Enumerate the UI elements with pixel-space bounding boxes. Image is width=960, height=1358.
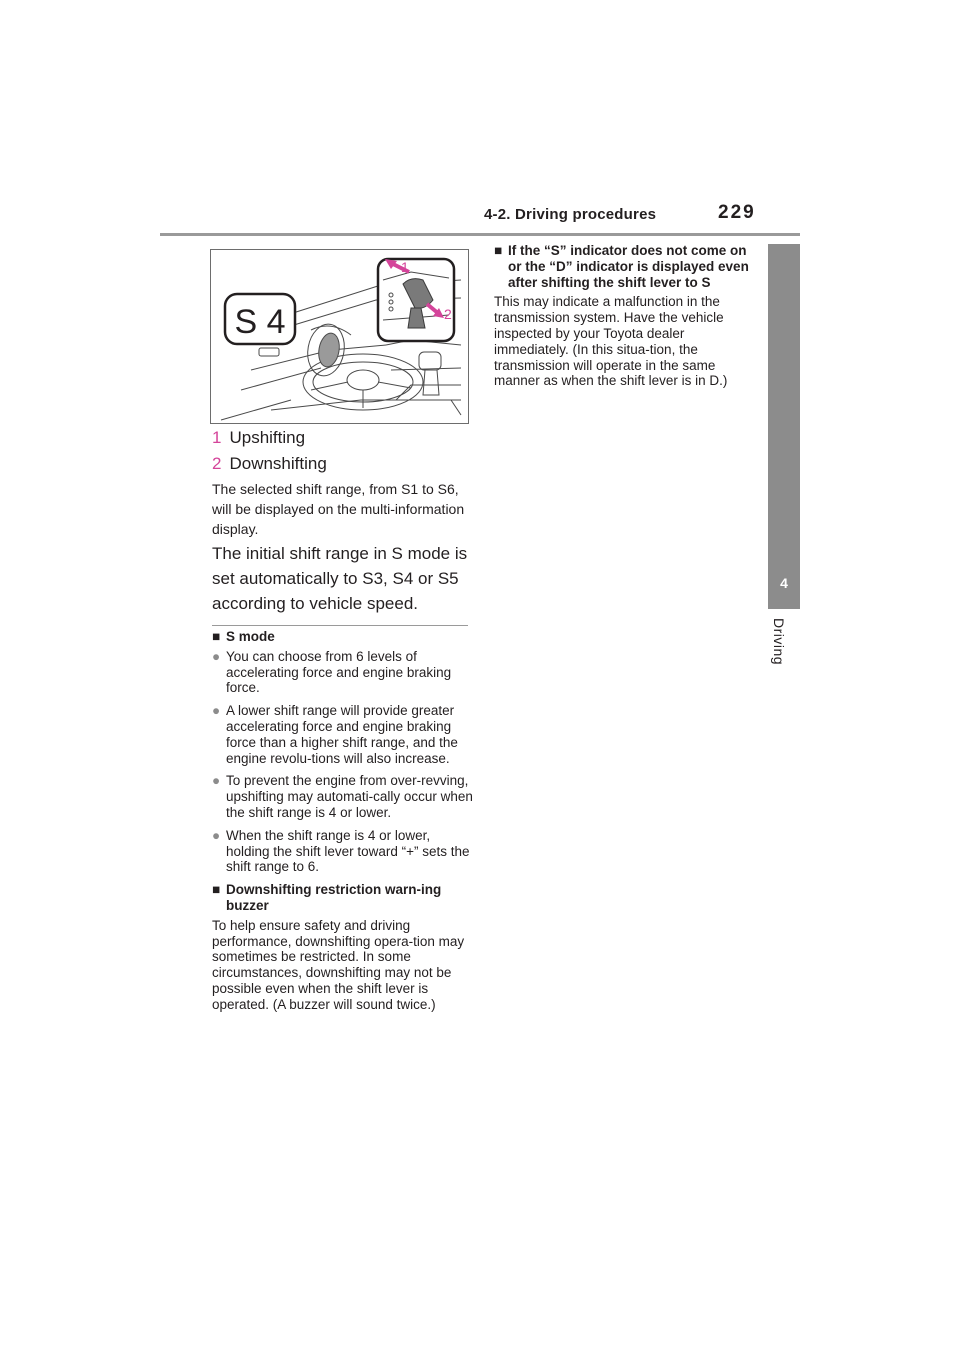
circle-bullet-icon: ●: [212, 703, 221, 719]
callout-upshift: 1: [401, 259, 409, 275]
cockpit-drawing: [211, 250, 468, 423]
circle-bullet-icon: ●: [212, 773, 221, 789]
circle-bullet-icon: ●: [212, 648, 221, 664]
header-divider: [160, 233, 800, 236]
section-divider: [212, 625, 468, 626]
legend-item-upshifting: [212, 428, 305, 448]
initial-shift-paragraph: The initial shift range in S mode is set automatically to S3, S4 or S5 according to vehicle speed.: [212, 544, 468, 613]
square-bullet-icon: ■: [212, 882, 221, 898]
left-column: [212, 629, 474, 1020]
s-mode-bullet: ● You can choose from 6 levels of accelerating force and engine braking force.: [212, 648, 452, 696]
display-s4-text: S 4: [234, 303, 286, 341]
page-number: 229: [718, 202, 756, 223]
legend-label: Downshifting: [229, 454, 327, 473]
square-bullet-icon: ■: [494, 243, 503, 258]
legend-number: 1: [212, 428, 222, 447]
callout-downshift: 2: [444, 306, 452, 322]
s-mode-heading: ■ S mode: [212, 629, 275, 644]
section-title: 4-2. Driving procedures: [484, 206, 657, 223]
chapter-label: Driving: [771, 618, 787, 666]
s-mode-bullet: ● A lower shift range will provide greater accelerating force and engine braking force than a higher shift range, and the engine revolu-tions will also increase.: [212, 703, 458, 766]
legend-item-downshifting: [212, 454, 327, 474]
s-mode-bullet: ● When the shift range is 4 or lower, holding the shift lever toward “+” sets the shift range to 6.: [212, 827, 470, 875]
chapter-number: 4: [780, 575, 788, 591]
circle-bullet-icon: ●: [212, 827, 221, 843]
s-mode-bullet: ● To prevent the engine from over-revving, upshifting may automati-cally occur when the shift range is 4 or lower.: [212, 773, 473, 820]
shift-range-note: The selected shift range, from S1 to S6, will be displayed on the multi-information display.: [212, 481, 465, 537]
downshift-restriction-body: To help ensure safety and driving performance, downshifting opera-tion may sometimes be restricted. In some circumstances, downshifting may not be possible even when the shift lever is operated. (A buzzer will sound twice.): [212, 917, 465, 1012]
square-bullet-icon: ■: [212, 629, 221, 644]
chapter-tab: [768, 244, 800, 609]
indicator-heading: ■ If the “S” indicator does not come on or the “D” indicator is displayed even after shifting the shift lever to S: [494, 243, 749, 290]
downshift-restriction-heading: ■ Downshifting restriction warn-ing buzzer: [212, 882, 442, 913]
indicator-body: This may indicate a malfunction in the transmission system. Have the vehicle inspected by your Toyota dealer immediately. (In this situa-tion, the transmission will operate in the same manner as when the shift lever is in D.): [494, 294, 728, 389]
right-column: [494, 243, 756, 396]
legend-number: 2: [212, 454, 222, 473]
shift-lever-illustration: [210, 249, 469, 424]
legend-label: Upshifting: [229, 428, 306, 447]
